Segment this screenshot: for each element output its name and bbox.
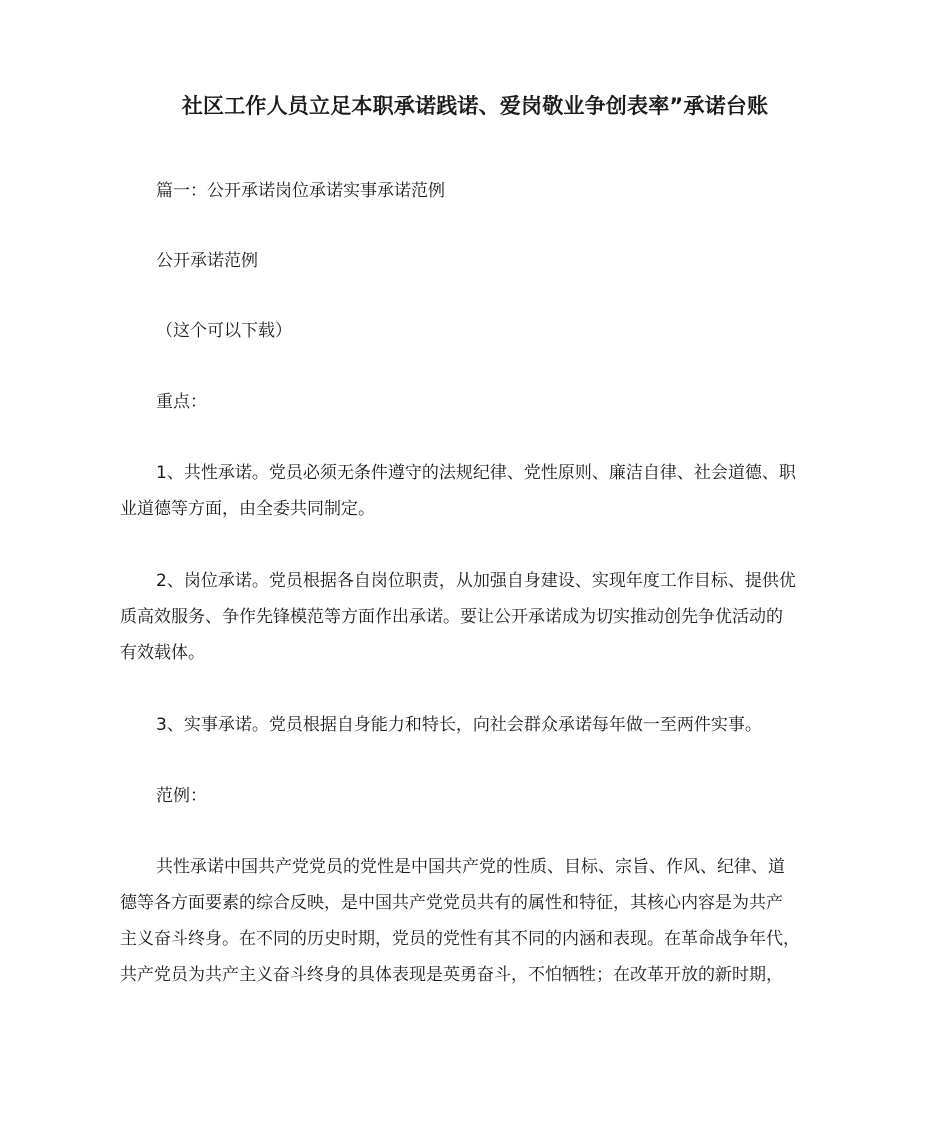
paragraph-example-body [120, 849, 832, 993]
paragraph-line: （这个可以下载） [156, 321, 292, 341]
paragraph-practical-commitment [120, 707, 832, 743]
paragraph-line: 主义奋斗终身。在不同的历史时期，党员的党性有其不同的内涵和表现。在革命战争年代， [120, 929, 800, 949]
paragraph-line: 范例： [156, 786, 207, 806]
paragraph-line: 重点： [156, 392, 207, 412]
paragraph-line: 德等各方面要素的综合反映，是中国共产党党员共有的属性和特征，其核心内容是为共产 [120, 893, 783, 913]
paragraph-line: 公开承诺范例 [156, 251, 258, 271]
section-heading [120, 173, 832, 209]
key-points-label [120, 384, 832, 420]
example-label [120, 778, 832, 814]
paragraph-line: 1、共性承诺。党员必须无条件遵守的法规纪律、党性原则、廉洁自律、社会道德、职 [156, 463, 796, 483]
subheading [120, 243, 832, 279]
paragraph-common-commitment [120, 455, 832, 527]
paragraph-line: 质高效服务、争作先锋模范等方面作出承诺。要让公开承诺成为切实推动创先争优活动的 [120, 607, 783, 627]
paragraph-line: 有效载体。 [120, 643, 205, 663]
paragraph-line: 共性承诺中国共产党党员的党性是中国共产党的性质、目标、宗旨、作风、纪律、道 [156, 857, 785, 877]
download-note [120, 313, 832, 349]
paragraph-line: 业道德等方面，由全委共同制定。 [120, 499, 375, 519]
paragraph-line: 篇一：公开承诺岗位承诺实事承诺范例 [156, 181, 445, 201]
paragraph-line: 共产党员为共产主义奋斗终身的具体表现是英勇奋斗，不怕牺牲；在改革开放的新时期， [120, 965, 783, 985]
paragraph-line: 3、实事承诺。党员根据自身能力和特长，向社会群众承诺每年做一至两件实事。 [156, 715, 762, 735]
document-title: 社区工作人员立足本职承诺践诺、爱岗敬业争创表率”承诺台账 [181, 94, 769, 118]
paragraph-post-commitment [120, 563, 832, 671]
paragraph-line: 2、岗位承诺。党员根据各自岗位职责，从加强自身建设、实现年度工作目标、提供优 [156, 571, 796, 591]
